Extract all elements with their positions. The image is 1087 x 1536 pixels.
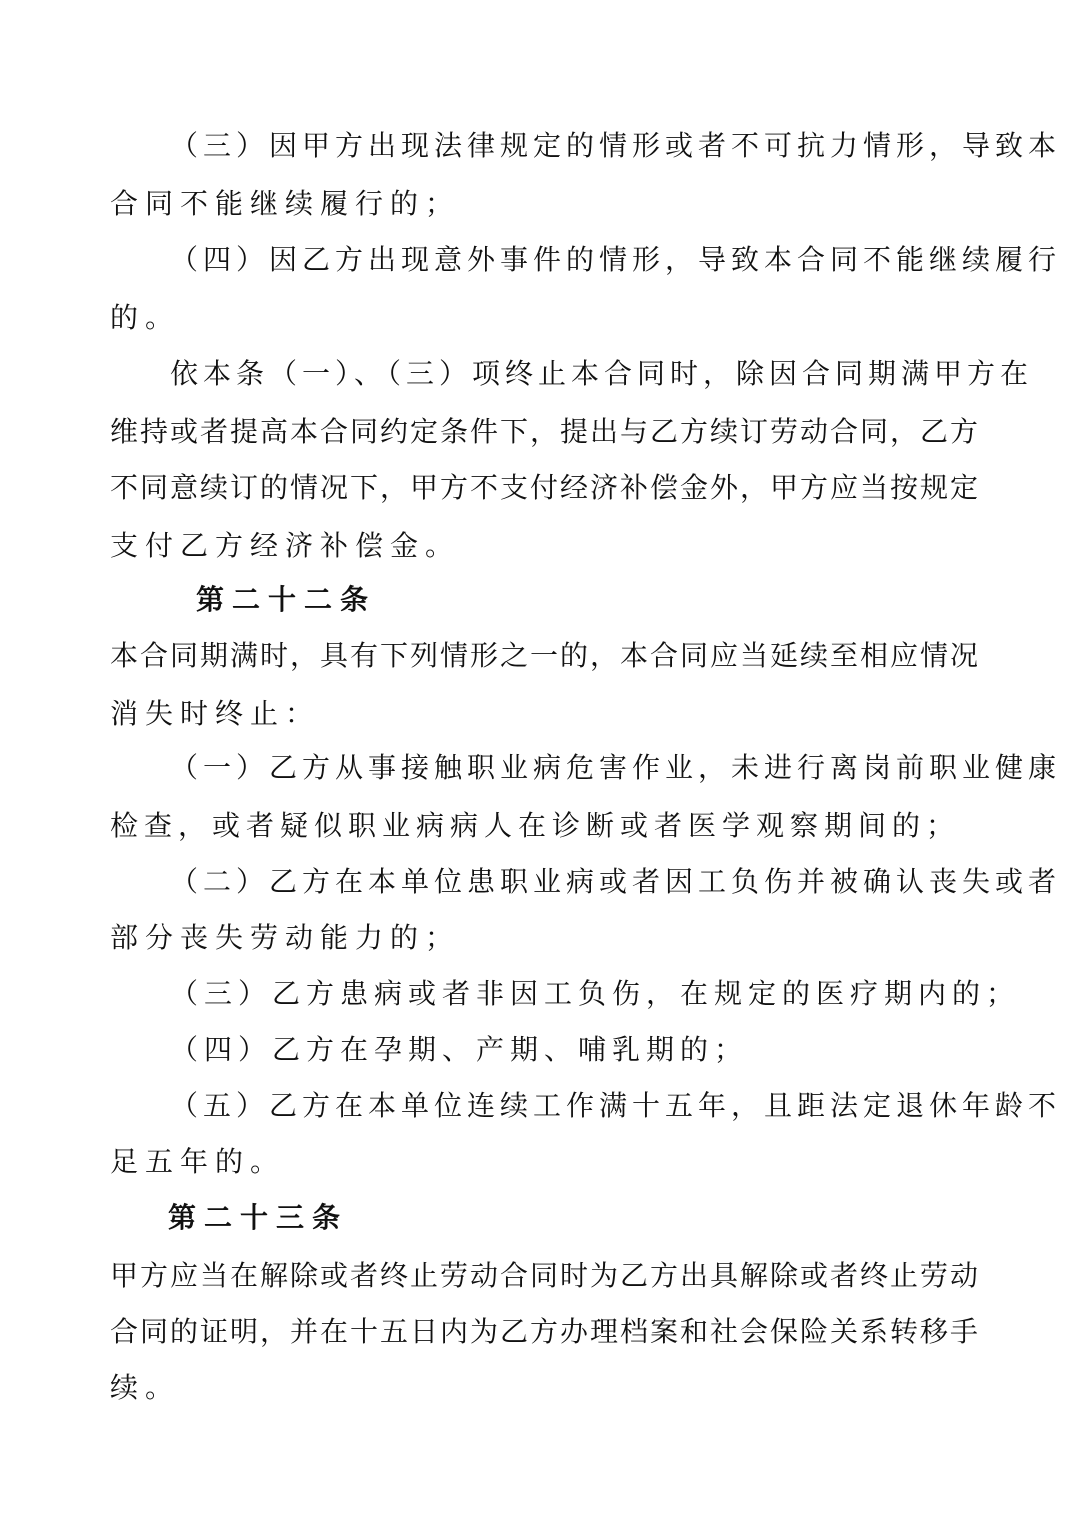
- clause-22-item-5-line-1: （五）乙方在本单位连续工作满十五年，且距法定退休年龄不: [170, 1089, 1062, 1122]
- clause-22-item-5-line-2: 足五年的。: [110, 1145, 286, 1178]
- clause-21-note-line-3: 不同意续订的情况下，甲方不支付经济补偿金外，甲方应当按规定: [110, 471, 981, 504]
- clause-23-line-3: 续。: [110, 1371, 181, 1404]
- clause-22-intro-line-2: 消失时终止：: [110, 697, 321, 730]
- clause-21-note-line-4: 支付乙方经济补偿金。: [110, 529, 461, 562]
- clause-22-item-2-line-2: 部分丧失劳动能力的；: [110, 921, 461, 954]
- clause-22-item-1-line-2: 检查，或者疑似职业病病人在诊断或者医学观察期间的；: [110, 809, 961, 842]
- clause-22-item-2-line-1: （二）乙方在本单位患职业病或者因工负伤并被确认丧失或者: [170, 865, 1062, 898]
- clause-23-heading: 第二十三条: [168, 1201, 349, 1234]
- clause-22-intro-line-1: 本合同期满时，具有下列情形之一的，本合同应当延续至相应情况: [110, 639, 981, 672]
- clause-21-item-3-line-1: （三）因甲方出现法律规定的情形或者不可抗力情形，导致本: [170, 129, 1062, 162]
- clause-21-note-line-1: 依本条（一）、（三）项终止本合同时，除因合同期满甲方在: [170, 357, 1034, 390]
- clause-22-item-4: （四）乙方在孕期、产期、哺乳期的；: [170, 1033, 749, 1066]
- clause-21-note-line-2: 维持或者提高本合同约定条件下，提出与乙方续订劳动合同，乙方: [110, 415, 981, 448]
- clause-23-line-1: 甲方应当在解除或者终止劳动合同时为乙方出具解除或者终止劳动: [110, 1259, 981, 1292]
- clause-21-item-3-line-2: 合同不能继续履行的；: [110, 187, 461, 220]
- clause-22-item-1-line-1: （一）乙方从事接触职业病危害作业，未进行离岗前职业健康: [170, 751, 1062, 784]
- clause-22-item-3: （三）乙方患病或者非因工负伤，在规定的医疗期内的；: [170, 977, 1021, 1010]
- clause-21-item-4-line-2: 的。: [110, 301, 181, 334]
- clause-21-item-4-line-1: （四）因乙方出现意外事件的情形，导致本合同不能继续履行: [170, 243, 1062, 276]
- clause-22-heading: 第二十二条: [196, 583, 377, 616]
- clause-23-line-2: 合同的证明，并在十五日内为乙方办理档案和社会保险关系转移手: [110, 1315, 981, 1348]
